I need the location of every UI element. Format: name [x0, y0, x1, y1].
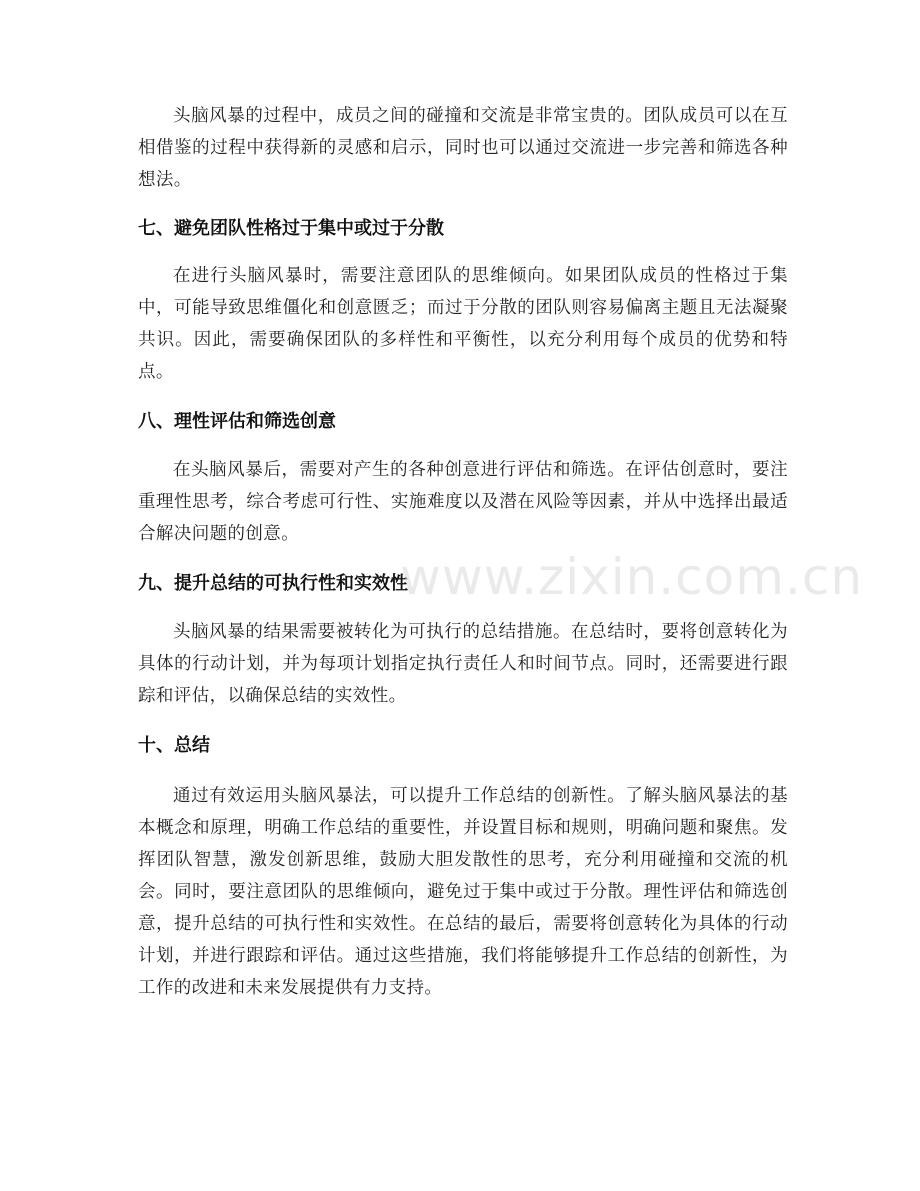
section-8-heading: 八、理性评估和筛选创意	[138, 411, 336, 432]
section-9-paragraph: 头脑风暴的结果需要被转化为可执行的总结措施。在总结时，要将创意转化为具体的行动计划，并为每项计划指定执行责任人和时间节点。同时，还需要进行跟踪和评估，以确保总结的实效性。	[138, 622, 788, 706]
document-body	[138, 100, 788, 1004]
section-10-heading: 十、总结	[138, 735, 210, 756]
section-8-paragraph: 在头脑风暴后，需要对产生的各种创意进行评估和筛选。在评估创意时，要注重理性思考，综合考虑可行性、实施难度以及潜在风险等因素，并从中选择出最适合解决问题的创意。	[138, 460, 788, 544]
section-7-heading: 七、避免团队性格过于集中或过于分散	[138, 218, 444, 239]
section-9-heading: 九、提升总结的可执行性和实效性	[138, 573, 408, 594]
section-10-paragraph: 通过有效运用头脑风暴法，可以提升工作总结的创新性。了解头脑风暴法的基本概念和原理，明确工作总结的重要性，并设置目标和规则，明确问题和聚焦。发挥团队智慧，激发创新思维，鼓励大胆发散性的思考，充分利用碰撞和交流的机会。同时，要注意团队的思维倾向，避免过于集中或过于分散。理性评估和筛选创意，提升总结的可执行性和实效性。在总结的最后，需要将创意转化为具体的行动计划，并进行跟踪和评估。通过这些措施，我们将能够提升工作总结的创新性，为工作的改进和未来发展提供有力支持。	[138, 786, 788, 998]
watermark: www.zixin.com.cn	[400, 548, 864, 606]
intro-paragraph: 头脑风暴的过程中，成员之间的碰撞和交流是非常宝贵的。团队成员可以在互相借鉴的过程中获得新的灵感和启示，同时也可以通过交流进一步完善和筛选各种想法。	[138, 106, 788, 190]
section-7-paragraph: 在进行头脑风暴时，需要注意团队的思维倾向。如果团队成员的性格过于集中，可能导致思维僵化和创意匮乏；而过于分散的团队则容易偏离主题且无法凝聚共识。因此，需要确保团队的多样性和平衡性，以充分利用每个成员的优势和特点。	[138, 266, 788, 382]
